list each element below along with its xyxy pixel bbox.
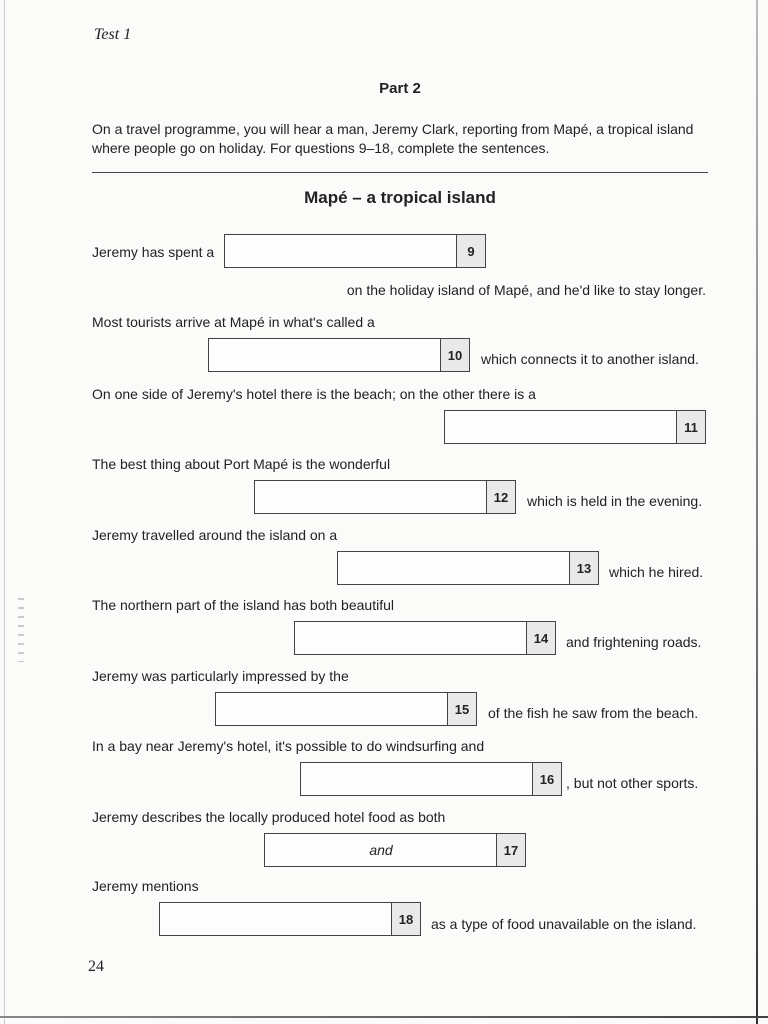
question-17-prompt: Jeremy describes the locally produced hotel food as both — [92, 809, 446, 825]
question-number-18: 18 — [391, 902, 421, 936]
question-12-continuation: which is held in the evening. — [527, 493, 703, 509]
question-number-16: 16 — [532, 762, 562, 796]
answer-box-18[interactable] — [159, 902, 421, 936]
page-edge-left — [4, 0, 5, 1024]
question-number-12: 12 — [486, 480, 516, 514]
question-9-continuation: on the holiday island of Mapé, and he'd like to stay longer. — [346, 282, 706, 298]
question-14-continuation: and frightening roads. — [566, 634, 702, 650]
answer-box-16[interactable] — [300, 762, 562, 796]
question-10-prompt: Most tourists arrive at Mapé in what's called a — [92, 314, 375, 330]
instructions: On a travel programme, you will hear a man, Jeremy Clark, reporting from Mapé, a tropical island where people go on holiday. For questions 9–18, complete the sentences. — [92, 121, 694, 156]
part-heading: Part 2 — [379, 80, 421, 97]
question-9-prompt: Jeremy has spent a — [92, 244, 215, 260]
question-13-continuation: which he hired. — [609, 564, 704, 580]
page-number: 24 — [88, 958, 104, 975]
answer-box-9[interactable] — [224, 234, 486, 268]
question-number-17: 17 — [496, 833, 526, 867]
question-15-continuation: of the fish he saw from the beach. — [488, 705, 699, 721]
test-header: Test 1 — [94, 26, 132, 43]
question-12-prompt: The best thing about Port Mapé is the wonderful — [92, 456, 391, 472]
question-17-and: and — [369, 842, 393, 858]
answer-box-13[interactable] — [337, 551, 599, 585]
question-10-continuation: which connects it to another island. — [481, 351, 699, 367]
answer-box-17[interactable] — [264, 833, 526, 867]
question-14-prompt: The northern part of the island has both beautiful — [92, 597, 394, 613]
question-13-prompt: Jeremy travelled around the island on a — [92, 527, 338, 543]
question-18-prompt: Jeremy mentions — [92, 878, 199, 894]
question-number-11: 11 — [676, 410, 706, 444]
question-11-prompt: On one side of Jeremy's hotel there is the beach; on the other there is a — [92, 386, 536, 402]
answer-box-14[interactable] — [294, 621, 556, 655]
question-16-continuation: , but not other sports. — [566, 775, 699, 791]
question-number-13: 13 — [569, 551, 599, 585]
scan-specks — [18, 598, 24, 662]
question-number-9: 9 — [456, 234, 486, 268]
divider — [92, 172, 708, 173]
answer-box-12[interactable] — [254, 480, 516, 514]
question-15-prompt: Jeremy was particularly impressed by the — [92, 668, 349, 684]
page-edge-bottom — [0, 1016, 768, 1018]
answer-box-10[interactable] — [208, 338, 470, 372]
answer-box-15[interactable] — [215, 692, 477, 726]
page-edge-right — [756, 0, 758, 1024]
section-title: Mapé – a tropical island — [304, 188, 496, 207]
question-number-15: 15 — [447, 692, 477, 726]
answer-box-11[interactable] — [444, 410, 706, 444]
question-16-prompt: In a bay near Jeremy's hotel, it's possible to do windsurfing and — [92, 738, 485, 754]
question-number-10: 10 — [440, 338, 470, 372]
question-number-14: 14 — [526, 621, 556, 655]
question-18-continuation: as a type of food unavailable on the island. — [431, 916, 697, 932]
